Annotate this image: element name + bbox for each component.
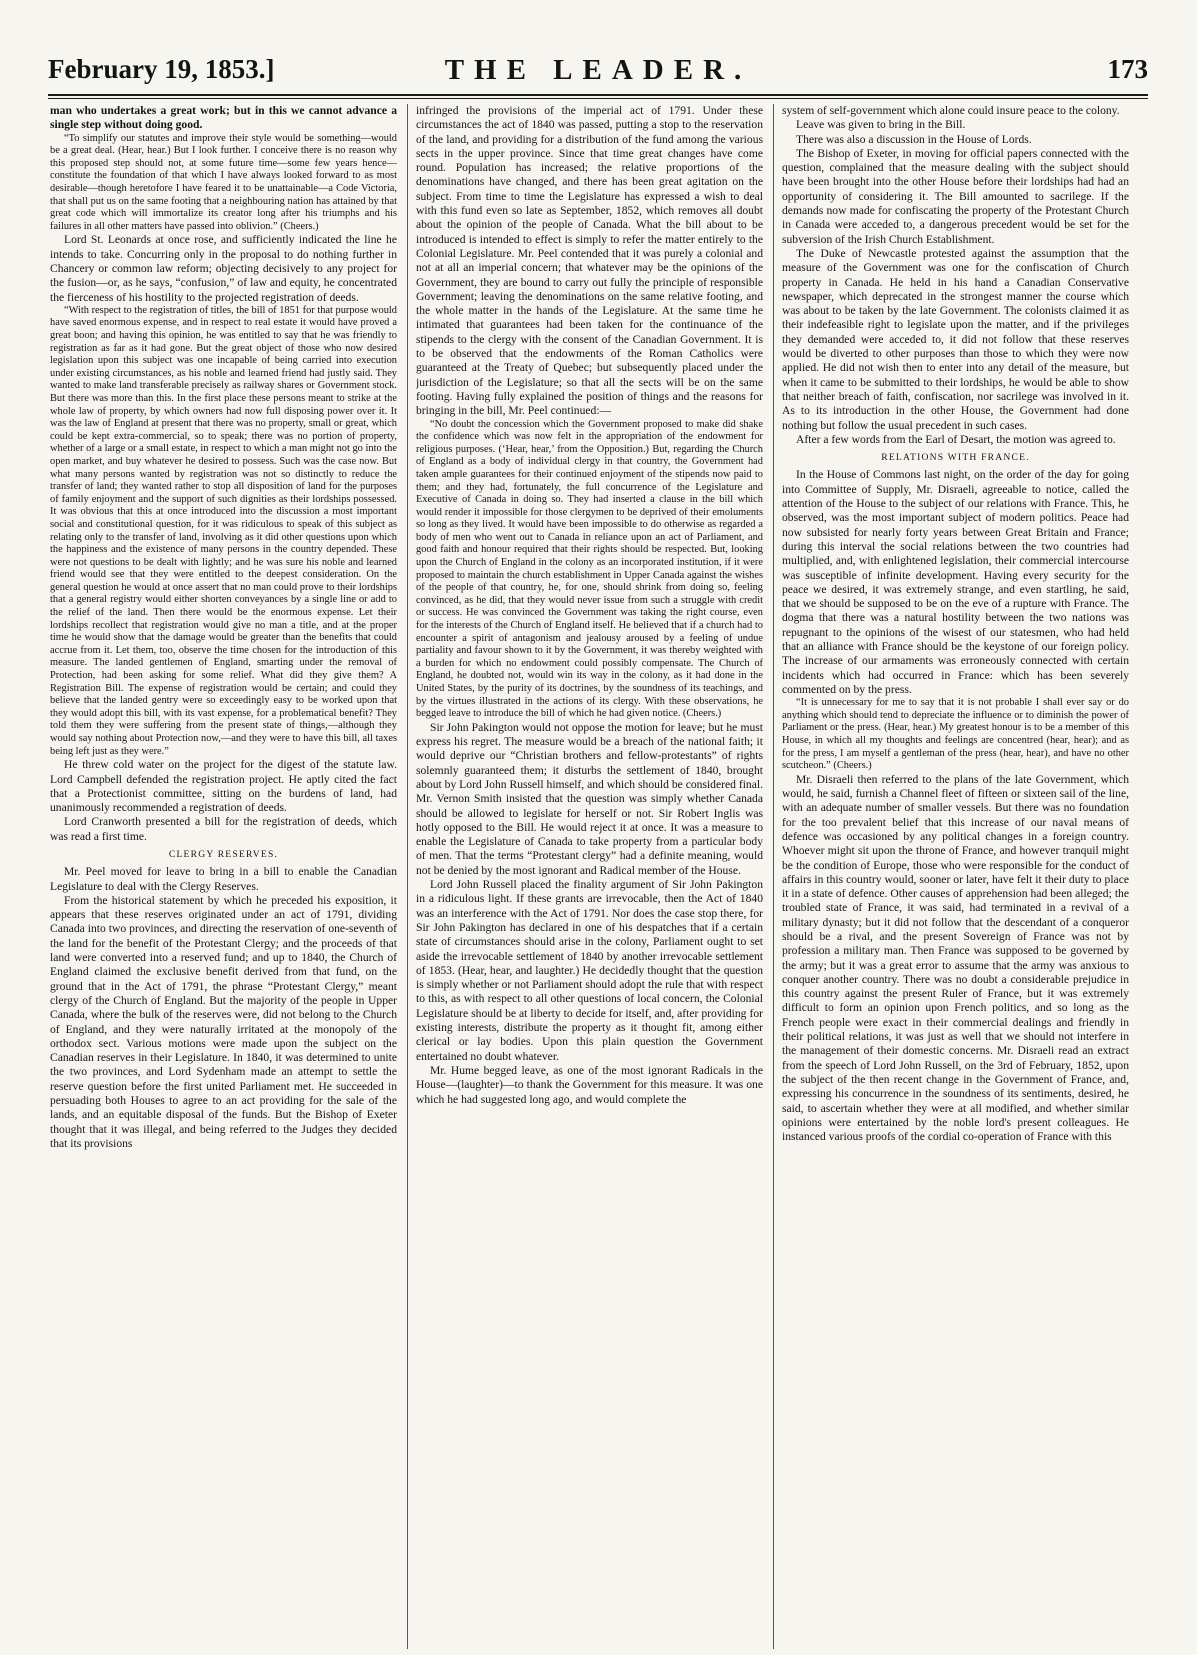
paragraph: From the historical statement by which he preceded his exposition, it appears that these reserves originated under an act of 1791, dividing Canada into two provinces, and directing the reservation of one-seventh of the land for the benefit of the Protestant Clergy; and the proceeds of that land were converted into a reserved fund; and up to 1840, the Church of England claimed the exclusive benefit derived from that fund, on the ground that in the Act of 1791, the phrase “Protestant Clergy,” meant clergy of the Church of England. But the majority of the people in Upper Canada, where the bulk of the reserves were, did not belong to the Church of England, and they were naturally irritated at the monopoly of the orthodox sect. Various motions were made upon the subject on the Canadian reserves in their Legislature. In 1840, it was determined to unite the two provinces, and Lord Sydenham made an attempt to settle the reserve question before the first united Parliament met. He succeeded in persuading both Houses to agree to an act providing for the sale of the lands, and an equitable disposal of the funds. But the Bishop of Exeter thought that it was illegal, and being referred to the Judges they decided that its provisions (50, 893, 397, 1150)
paragraph: There was also a discussion in the House of Lords. (796, 132, 1032, 146)
paragraph: Mr. Hume begged leave, as one of the most ignorant Radicals in the House—(laughter)—to thank the Government for this measure. It was one which he had suggested long ago, and would complete the (416, 1063, 763, 1106)
paragraph: Mr. Peel moved for leave to bring in a bill to enable the Canadian Legislature to deal with the Clergy Reserves. (50, 865, 397, 893)
quotation: “With respect to the registration of titles, the bill of 1851 for that purpose would have saved enormous expense, and in respect to real estate it would have proved a great boon; and having this opinion, he was entitled to say that he was friendly to registration as far as it had gone. But the great object of those who now desired legislation upon this subject was one incapable of being carried into execution under existing circumstances, as his noble and learned friend had justly said. They wanted to make land transferable precisely as railway shares or Government stock. But there was more than this. In the first place these persons meant to strike at the whole law of property, by which owners had now full disposing power over it. It was the law of England at present that there was no property, small or great, which could be kept extra-commercial, so to speak; there was no portion of property, whether of a large or a small estate, in respect to which a man might not go into the open market, and buy whatever he desired to possess. Such was the case now. But what many persons wanted by registration was not so distinctly to reduce the transfer of land; they wanted rather to stop all disposition of land for the purposes of family enjoyment and the support of such dignities as their lordships possessed. It was obvious that this at once introduced into the discussion a most important social and constitutional question, for it was ridiculous to speak of this subject as relating only to the transfer of land, involving as it did other questions upon which the happiness and the existence of many persons in the country depended. These were not questions to be dealt with lightly; and he was sure his noble and learned friend would see that they were entitled to the deepest consideration. On the general question he would at once assert that no man could prove to their lordships that a general registry would either shorten conveyances by a single line or add to the relief of the land. Then there would be the enormous expense. Let their lordships recollect that registration would give no man a title, and at the proper time he would show that the damage would be greater than the benefits that could accrue from it. Let them, too, observe the time chosen for the introduction of this measure. The landed gentlemen of England, smarting under the removal of Protection, had been asking for some relief. What did they give them? A Registration Bill. The expense of registration would be certain; and could they believe that the landed gentry were so exceedingly easy to be worked upon that they would adopt this bill, with its vast expense, for a problematical benefit? They told them they were suffering from the present state of things,—although they would say nothing about Protection now,—and they were to have this bill, all taxes being left just as they were.” (50, 304, 397, 757)
page-number: 173 (1107, 54, 1148, 84)
paragraph: After a few words from the Earl of Desart, the motion was agreed to. (796, 432, 1116, 446)
paragraph: Mr. Disraeli then referred to the plans of the late Government, which would, he said, furnish a Channel fleet of fifteen or sixteen sail of the line, with an adequate number of smaller vessels. But there was no foundation for the too prevalent belief that this increase of our naval means of defence was occasioned by any political changes in a foreign country. Whoever might sit upon the throne of France, and however tranquil might be the condition of Europe, those who were responsible for the conduct of affairs in this country would, sooner or later, have felt it their duty to place it in a state of defence. Other causes of apprehension had been alleged; the troubled state of France, it was said, had terminated in a revival of a military dynasty; but it did not follow that the descendant of a conqueror should be a rival, and the present Sovereign of France was not by profession a military man. Then France was supposed to be governed by the army; but it was a great error to assume that the army was anxious to conquer another country. There was no doubt a considerable prejudice in this country against the present Ruler of France, but it was extremely difficult to form an opinion upon French politics, and so long as the French people were exact in their commercial dealings and friendly in their political relations, it was just as well that we should not interfere in the management of their domestic concerns. Mr. Disraeli read an extract from the speech of Lord John Russell, on the 3rd of February, 1852, upon the subject of the then recent change in the Government of France, and, expressing his concurrence in the soundness of its sentiments, desired, he said, to ascertain whether they were at all modified, and whether similar opinions were entertained by the noble lord's present colleagues. He instanced various proofs of the cordial co-operation of France with this (782, 772, 1129, 1144)
quotation: “To simplify our statutes and improve their style would be something—would be a great deal. (Hear, hear.) But I look further. I conceive there is no reason why this proposed step should not, at some future time—some few years hence—constitute the foundation of that which I have always looked forward to as most desirable—though heretofore I have feared it to be unattainable—a Code Victoria, that shall put us on the same footing that a neighbouring nation has attained by that great code which will immortalize its creator long after his triumphs and his failures in all other matters have passed into oblivion.” (Cheers.) (50, 132, 397, 232)
paragraph: Lord St. Leonards at once rose, and sufficiently indicated the line he intends to take. Concurring only in the proposal to do nothing further in Chancery or common law reform; objecting decisively to any project for the fusion—or, as he says, “confusion,” of law and equity, he concentrated the fierceness of his hostility to the projected registration of deeds. (50, 233, 397, 304)
header-rule (48, 94, 1148, 96)
paragraph: The Bishop of Exeter, in moving for official papers connected with the question, complained that the measure dealing with the subject should have been brought into the other House before their lordships had had an opportunity of considering it. The Bill amounted to sacrilege. If the demands now made for confiscating the property of the Protestant Church in Canada were acceded to, a dangerous precedent would be set for the subversion of the Irish Church Establishment. (782, 146, 1129, 246)
paragraph: system of self-government which alone could insure peace to the colony. (782, 104, 1120, 117)
column-2 (416, 104, 763, 1649)
paragraph: In the House of Commons last night, on the order of the day for going into Committee of Supply, Mr. Disraeli, agreeable to notice, called the attention of the House to the subject of our relations with France. This, he observed, was the most important subject of modern politics. Peace had now subsisted for nearly forty years between Great Britain and France; during this interval the social relations between the two countries had multiplied, and, with enlightened legislation, their commercial intercourse was susceptible of infinite development. Having every security for the peace we desired, it was extremely strange, and even startling, he said, that we should be supposed to be on the eve of a rupture with France. The dogma that there was a natural hostility between the two nations was repugnant to the opinions of the wisest of our statesmen, who had held that an alliance with France should be the keystone of our foreign policy. The increase of our armaments was erroneously connected with certain incidents which had occurred in France: which has been severely commented on by the press. (782, 468, 1129, 696)
column-1 (50, 104, 397, 1649)
quotation: “It is unnecessary for me to say that it is not probable I shall ever say or do anything which should tend to depreciate the influence or to diminish the power of Parliament or the press. (Hear, hear.) My greatest honour is to be a member of this House, in which all my thoughts and feelings are concentred (hear, hear); and as for the press, I am myself a gentleman of the press (hear, hear), and have no other scutcheon.” (Cheers.) (782, 697, 1129, 772)
paragraph: Lord Cranworth presented a bill for the registration of deeds, which was read a first time. (50, 815, 397, 843)
masthead-title: THE LEADER. (444, 54, 752, 86)
paragraph: Leave was given to bring in the Bill. (796, 118, 966, 132)
paragraph: He threw cold water on the project for the digest of the statute law. Lord Campbell defended the registration project. He aptly cited the fact that a Protectionist committee, sitting on the burdens of land, had unanimously recommended a registration of deeds. (50, 758, 397, 815)
page-header (48, 48, 1148, 92)
paragraph: The Duke of Newcastle protested against the assumption that the measure of the Government was one for the confiscation of Church property in Canada. He held in his hand a Canadian Conservative newspaper, which deprecated in the strongest manner the course which was about to be taken by the late Government. The colonists claimed it as their indefeasible right to legislate upon the matter, and if the privileges they demanded were acceded to, it did not follow that these reserves would be diverted to other purposes than those to which they were now applied. He did not wish then to enter into any detail of the measure, but when it came to be submitted to their lordships, he would be able to show that neither breach of faith, confiscation, nor sacrilege was involved in it. As to its introduction in the other House, the Government had done nothing but follow the usual precedent in such cases. (782, 246, 1129, 432)
quotation: “No doubt the concession which the Government proposed to make did shake the confidence which was now felt in the appropriation of the endowment for religious purposes. (‘Hear, hear,’ from the Opposition.) But, regarding the Church of England as a body of individual clergy in that country, the Government had taken ample guarantees for their continued enjoyment of the stipends now paid to them; and they had, fortunately, the full concurrence of the Legislature and Executive of Canada in doing so. They had inserted a clause in the bill which would render it impossible for those clergymen to be deprived of their emoluments so long as they lived. It would have been impossible to do otherwise as regarded a body of men who went out to Canada in reliance upon an act of Parliament, and good faith and honour required that their rights should be respected. But, looking upon the Church of England in the colony as an incorporated institution, if it were proposed to maintain the church establishment in Upper Canada against the wishes of the people of that country, he, for one, should shrink from doing so, feeling convinced, as he did, that they would never issue from such a struggle with credit or success. He was convinced the Government was taking the right course, even for the interests of the Church of England itself. He believed that if a church had to encounter a spirit of antagonism and jealousy aroused by a feeling of undue partiality and favour shown to it by the Government, it was thereby weighted with a burden for which no endowment could possibly compensate. The Church of England, he doubted not, would win its way in the colony, as it had done in the United States, by the purity of its doctrines, by the soundness of its teachings, and by the virtues illustrated in the actions of its clergy. With these observations, he begged leave to introduce the bill of which he had given notice. (Cheers.) (416, 418, 763, 720)
issue-date: February 19, 1853.] (48, 54, 275, 84)
paragraph: Sir John Pakington would not oppose the motion for leave; but he must express his regret. The measure would be a breach of the national faith; it would deprive our “Christian brothers and fellow-protestants” of rights solemnly guaranteed them; it disturbs the settlement of 1840, brought about by Lord John Russell himself, and which should be considered final. Mr. Vernon Smith insisted that the question was simply whether Canada should be allowed to legislate for herself or not. Sir Robert Inglis was hotly opposed to the Bill. He would reject it at once. It was a measure to enable the Legislature of Canada to take property from a particular body of men. That the terms “Protestant clergy” had a definite meaning, would not be denied by the most ignorant and Radical member of the House. (416, 720, 763, 877)
column-divider (773, 104, 774, 1649)
column-3 (782, 104, 1129, 1649)
header-rule-thin (48, 98, 1148, 99)
paragraph: man who undertakes a great work; but in this we cannot advance a single step without doing good. (50, 104, 397, 132)
paragraph: Lord John Russell placed the finality argument of Sir John Pakington in a ridiculous light. If these grants are irrevocable, then the Act of 1840 was an interference with the Act of 1791. Nor does the case stop there, for Sir John Pakington has declared in one of his despatches that if a certain state of circumstances should arise in the colony, Parliament ought to set aside the irrevocable settlement of 1840 by another irrevocable settlement of 1853. (Hear, hear, and laughter.) He decidedly thought that the question is simply whether or not Parliament should adopt the rule that with respect to this, as with respect to all other questions of local concern, the Colonial Legislature should be at liberty to decide for itself, and, after providing for existing interests, distribute the property as it thought fit, among either clerical or lay bodies. Upon this plain question the Government entertained no doubt whatever. (416, 878, 763, 1063)
section-heading: RELATIONS WITH FRANCE. (881, 452, 1030, 464)
section-heading: CLERGY RESERVES. (168, 848, 279, 860)
paragraph: infringed the provisions of the imperial act of 1791. Under these circumstances the act of 1840 was passed, putting a stop to the reservation of the land, and providing for a distribution of the fund among the various sects in the upper province. Since that time great changes have come round. Population has increased; the relative proportions of the denominations have changed, and there has been great agitation on the subject. From time to time the Legislature has expressed a wish to deal with this fund even so late as September, 1852, which removes all doubt about the opinion of the people of Canada. What the bill about to be introduced is intended to effect is simply to refer the matter entirely to the Colonial Legislature. Mr. Peel contended that it was purely a colonial and not at all an imperial concern; that whatever may be the opinions of the Government, they are bound to carry out fully the principle of responsible Government; leaving the denominations on the same relative footing, and the whole matter in the hands of the Legislature. At the same time he intimated that guarantees had been taken for the continuance of the stipends to the clergy with the consent of the Canadian Government. It is to be observed that the endowments of the Roman Catholics were guaranteed at the Treaty of Quebec; but subsequently placed under the jurisdiction of the Legislature; so that all the sects will be on the same footing. Having fully explained the position of things and the reasons for bringing in the bill, Mr. Peel continued:— (416, 104, 763, 418)
column-divider (407, 104, 408, 1649)
